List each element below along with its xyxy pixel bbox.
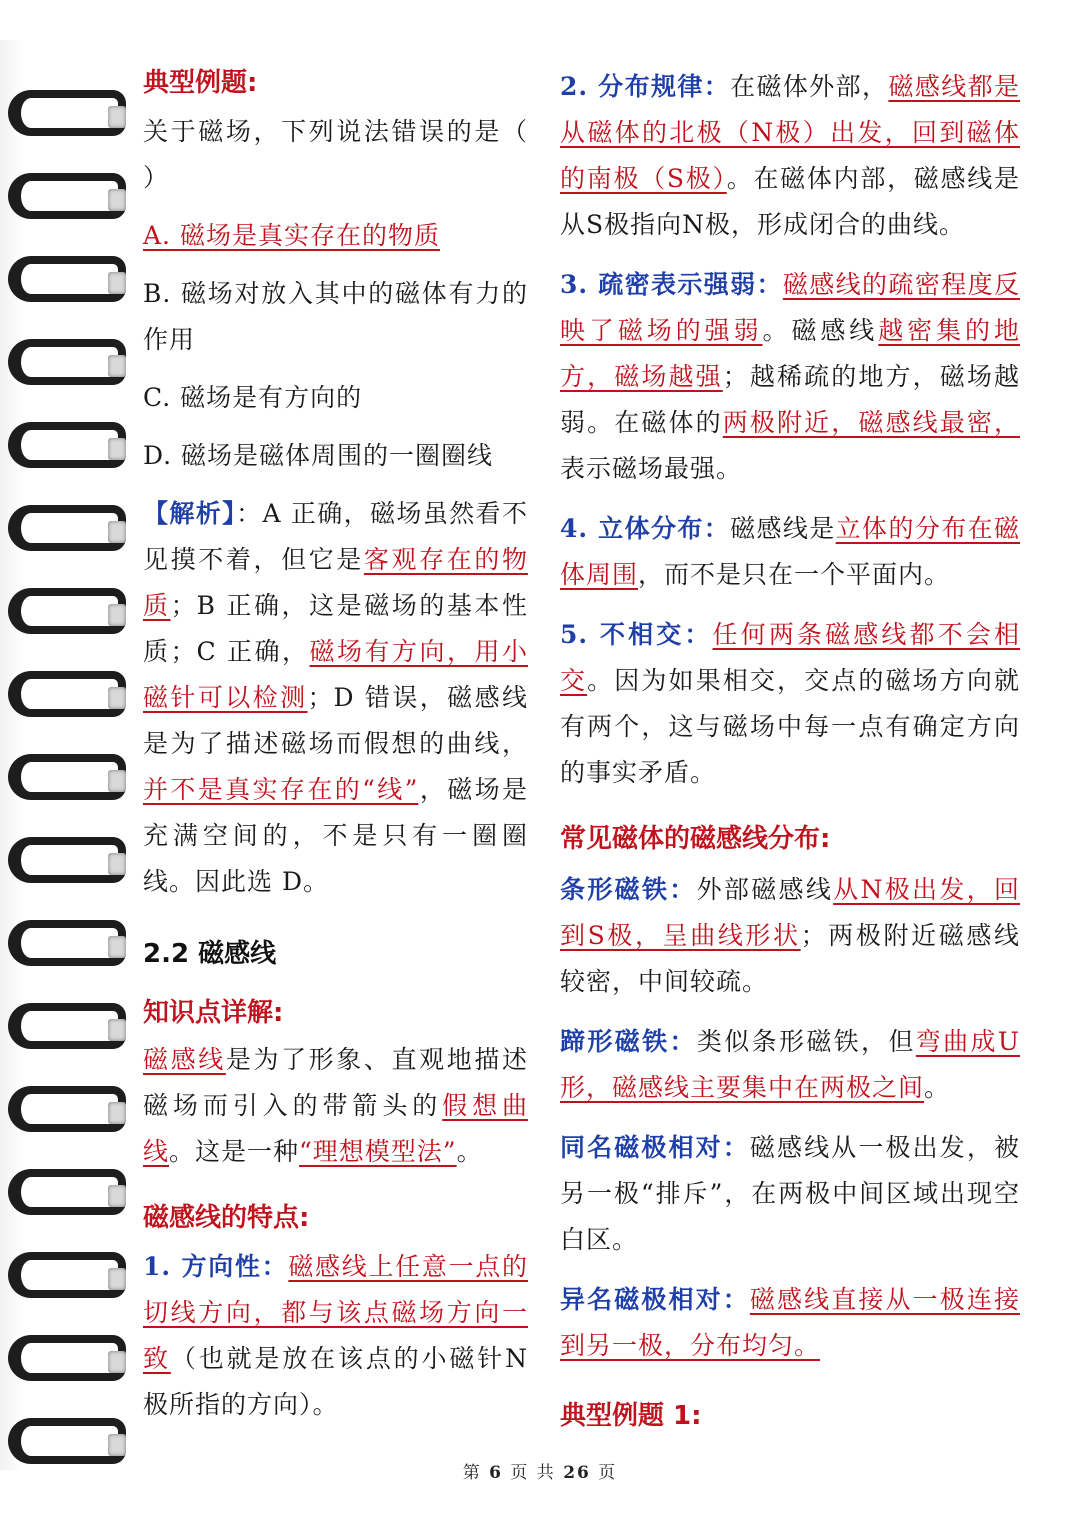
binding-ring xyxy=(8,920,126,966)
binding-ring xyxy=(8,1169,126,1215)
bar-magnet xyxy=(560,867,1020,1005)
feature-3-highlight-2: 越密集的地方，磁场越强 xyxy=(560,316,1020,391)
feature-3-label: 3. 疏密表示强弱： xyxy=(560,270,783,299)
knowledge-text-3: 。 xyxy=(456,1137,483,1166)
feature-3-text-3: 表示磁场最强。 xyxy=(560,454,743,483)
feature-4-label: 4. 立体分布： xyxy=(560,514,731,543)
unlike-poles-label: 异名磁极相对： xyxy=(560,1285,750,1314)
option-a: A. 磁场是真实存在的物质 xyxy=(143,221,440,250)
feature-5-highlight: 任何两条磁感线都不会相交 xyxy=(560,620,1020,695)
binding-ring xyxy=(8,505,126,551)
knowledge-highlight-2: 假想曲线 xyxy=(143,1091,528,1166)
feature-1 xyxy=(143,1244,528,1428)
binding-ring xyxy=(8,256,126,302)
feature-4-text-1: 磁感线是 xyxy=(730,514,836,543)
horseshoe-magnet xyxy=(560,1019,1020,1111)
feature-4 xyxy=(560,506,1020,598)
features-heading: 磁感线的特点: xyxy=(143,1203,310,1233)
example-heading: 典型例题: xyxy=(143,68,258,98)
knowledge-paragraph xyxy=(143,1037,528,1175)
feature-3-highlight-3: 两极附近，磁感线最密， xyxy=(722,408,1020,437)
knowledge-text-2: 。这是一种 xyxy=(169,1137,300,1166)
binding-ring xyxy=(8,90,126,136)
option-b: B. 磁场对放入其中的磁体有力的作用 xyxy=(143,279,528,354)
total-pages: 26 xyxy=(563,1463,591,1483)
feature-5-text: 。因为如果相交，交点的磁场方向就有两个，这与磁场中每一点有确定方向的事实矛盾。 xyxy=(560,666,1020,787)
option-d: D. 磁场是磁体周围的一圈圈线 xyxy=(143,441,494,470)
like-poles xyxy=(560,1125,1020,1263)
knowledge-text-1: 是为了形象、直观地描述磁场而引入的带箭头的 xyxy=(143,1045,528,1120)
analysis-highlight-1: 客观存在的物质 xyxy=(143,545,528,620)
feature-2-label: 2. 分布规律： xyxy=(560,72,731,101)
footer-prefix: 第 xyxy=(462,1463,482,1483)
binding-ring xyxy=(8,173,126,219)
analysis-paragraph xyxy=(143,491,528,905)
analysis-highlight-2: 磁场有方向，用小磁针可以检测 xyxy=(143,637,528,712)
option-c: C. 磁场是有方向的 xyxy=(143,383,363,412)
feature-2 xyxy=(560,64,1020,248)
feature-3-text-1: 。磁感线 xyxy=(762,316,879,345)
feature-5-label: 5. 不相交： xyxy=(560,620,713,649)
section-title: 2.2 磁感线 xyxy=(143,939,277,969)
spiral-binding xyxy=(0,40,140,1470)
horseshoe-magnet-highlight: 弯曲成U形，磁感线主要集中在两极之间 xyxy=(560,1027,1020,1102)
analysis-text-3: ；D 错误，磁感线是为了描述磁场而假想的曲线， xyxy=(143,683,528,758)
bar-magnet-highlight: 从N极出发，回到S极，呈曲线形状 xyxy=(560,875,1020,950)
horseshoe-magnet-text-2: 。 xyxy=(924,1073,951,1102)
feature-4-text-2: ，而不是只在一个平面内。 xyxy=(638,560,951,589)
like-poles-text: 磁感线从一极出发，被另一极“排斥”，在两极中间区域出现空白区。 xyxy=(560,1133,1020,1254)
feature-3-text-2: ；越稀疏的地方，磁场越弱。在磁体的 xyxy=(560,362,1020,437)
binding-ring xyxy=(8,1086,126,1132)
page-number: 6 xyxy=(489,1463,503,1483)
binding-ring xyxy=(8,1252,126,1298)
unlike-poles-highlight: 磁感线直接从一极连接到另一极，分布均匀。 xyxy=(560,1285,1020,1360)
binding-ring xyxy=(8,1335,126,1381)
feature-3 xyxy=(560,262,1020,492)
like-poles-label: 同名磁极相对： xyxy=(560,1133,750,1162)
example-1-heading: 典型例题 1: xyxy=(560,1401,702,1431)
binding-ring xyxy=(8,588,126,634)
footer-middle: 页 共 xyxy=(510,1463,556,1483)
bar-magnet-text-2: ；两极附近磁感线较密，中间较疏。 xyxy=(560,921,1020,996)
analysis-text-4: ，磁场是充满空间的，不是只有一圈圈线。因此选 D。 xyxy=(143,775,528,896)
feature-3-highlight-1: 磁感线的疏密程度反映了磁场的强弱 xyxy=(560,270,1020,345)
feature-1-label: 1. 方向性： xyxy=(143,1252,289,1281)
right-column xyxy=(560,62,1020,1432)
binding-ring xyxy=(8,1003,126,1049)
bar-magnet-label: 条形磁铁： xyxy=(560,875,697,904)
unlike-poles xyxy=(560,1277,1020,1369)
horseshoe-magnet-text-1: 类似条形磁铁，但 xyxy=(696,1027,916,1056)
knowledge-highlight-3: “理想模型法” xyxy=(299,1137,457,1166)
feature-2-highlight: 磁感线都是从磁体的北极（N极）出发，回到磁体的南极（S极） xyxy=(560,72,1020,193)
page-footer xyxy=(0,1458,1080,1483)
feature-2-text-1: 在磁体外部， xyxy=(730,72,889,101)
question-text: 关于磁场，下列说法错误的是（ ） xyxy=(143,117,528,192)
common-magnets-heading: 常见磁体的磁感线分布: xyxy=(560,824,831,854)
knowledge-highlight-1: 磁感线 xyxy=(143,1045,226,1074)
knowledge-heading: 知识点详解: xyxy=(143,998,284,1028)
footer-suffix: 页 xyxy=(598,1463,618,1483)
feature-2-text-2: 。在磁体内部，磁感线是从S极指向N极，形成闭合的曲线。 xyxy=(560,164,1020,239)
feature-1-text: （也就是放在该点的小磁针N极所指的方向）。 xyxy=(143,1344,528,1419)
horseshoe-magnet-label: 蹄形磁铁： xyxy=(560,1027,697,1056)
binding-ring xyxy=(8,671,126,717)
analysis-text-1: ：A 正确，磁场虽然看不见摸不着，但它是 xyxy=(143,499,528,574)
analysis-label: 【解析】 xyxy=(143,499,237,528)
binding-ring xyxy=(8,754,126,800)
feature-5 xyxy=(560,612,1020,796)
feature-4-highlight: 立体的分布在磁体周围 xyxy=(560,514,1020,589)
analysis-text-2: ；B 正确，这是磁场的基本性质；C 正确， xyxy=(143,591,528,666)
binding-ring xyxy=(8,837,126,883)
binding-ring xyxy=(8,422,126,468)
binding-ring xyxy=(8,339,126,385)
left-column xyxy=(143,62,528,1428)
bar-magnet-text-1: 外部磁感线 xyxy=(696,875,834,904)
analysis-highlight-3: 并不是真实存在的“线” xyxy=(143,775,419,804)
feature-1-highlight: 磁感线上任意一点的切线方向，都与该点磁场方向一致 xyxy=(143,1252,528,1373)
